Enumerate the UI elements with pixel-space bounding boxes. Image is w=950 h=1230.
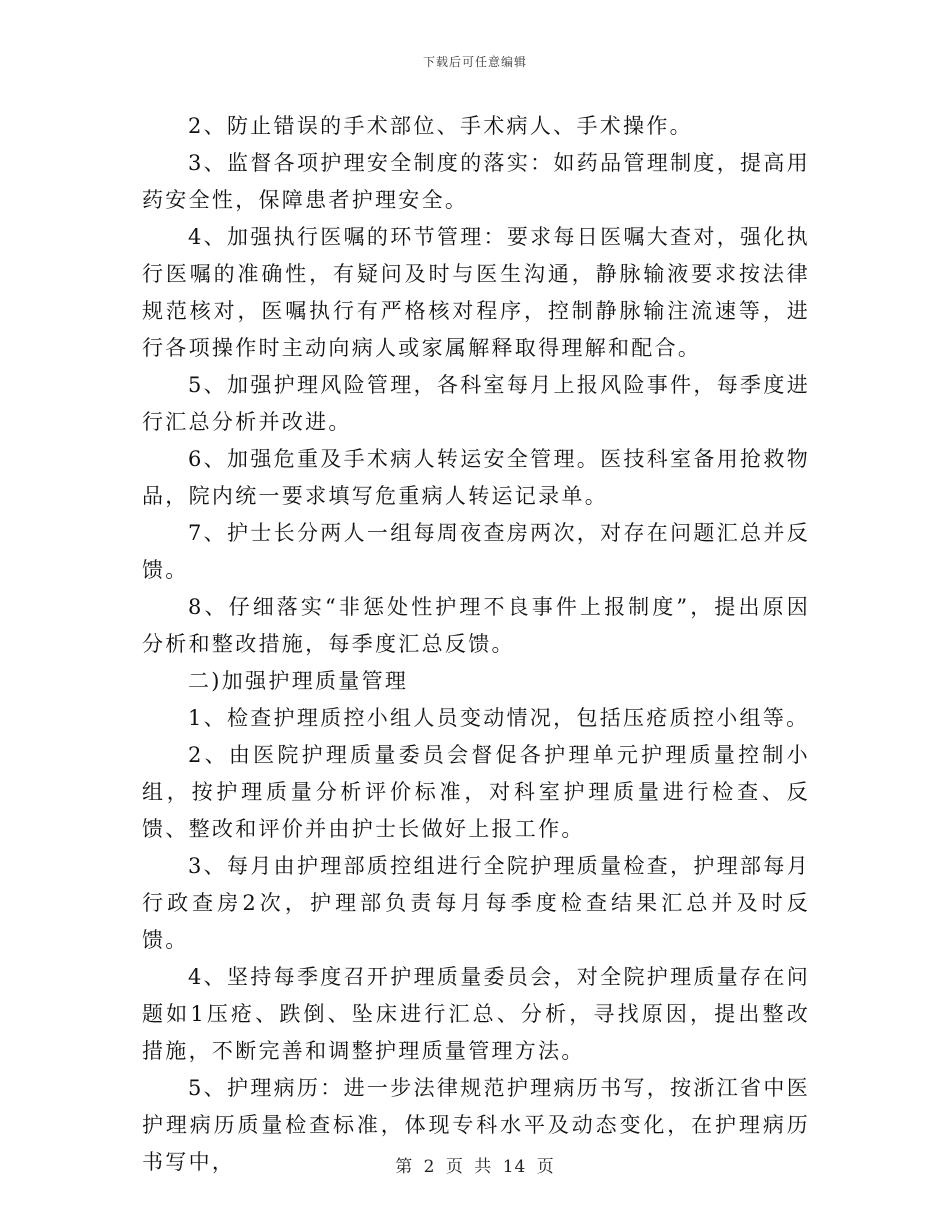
paragraph-item-2: 2、防止错误的手术部位、手术病人、手术操作。 <box>188 114 693 138</box>
document-body <box>142 108 810 1181</box>
paragraph-item-8: 8、仔细落实“非惩处性护理不良事件上报制度”，提出原因分析和整改措施，每季度汇总反馈。 <box>142 595 810 656</box>
paragraph-item-6: 6、加强危重及手术病人转运安全管理。医技科室备用抢救物品，院内统一要求填写危重病人转运记录单。 <box>142 447 810 508</box>
paragraph-item-4: 4、加强执行医嘱的环节管理：要求每日医嘱大查对，强化执行医嘱的准确性，有疑问及时与医生沟通，静脉输液要求按法律规范核对，医嘱执行有严格核对程序，控制静脉输注流速等，进行各项操作时主动向病人或家属解释取得理解和配合。 <box>142 225 810 360</box>
paragraph-item-5: 5、加强护理风险管理，各科室每月上报风险事件，每季度进行汇总分析并改进。 <box>142 373 810 434</box>
paragraph-quality-2: 2、由医院护理质量委员会督促各护理单元护理质量控制小组，按护理质量分析评价标准，对科室护理质量进行检查、反馈、整改和评价并由护士长做好上报工作。 <box>142 743 810 841</box>
page-number-footer: 第 2 页 共 14 页 <box>395 1157 555 1177</box>
paragraph-quality-3: 3、每月由护理部质控组进行全院护理质量检查，护理部每月行政查房2次，护理部负责每月每季度检查结果汇总并及时反馈。 <box>142 854 810 952</box>
paragraph-item-7: 7、护士长分两人一组每周夜查房两次，对存在问题汇总并反馈。 <box>142 521 810 582</box>
paragraph-quality-4: 4、坚持每季度召开护理质量委员会，对全院护理质量存在问题如1压疮、跌倒、坠床进行汇总、分析，寻找原因，提出整改措施，不断完善和调整护理质量管理方法。 <box>142 965 810 1063</box>
page-header: 下载后可任意编辑 <box>422 55 527 69</box>
section-heading: 二)加强护理质量管理 <box>188 669 409 693</box>
paragraph-quality-5: 5、护理病历：进一步法律规范护理病历书写，按浙江省中医护理病历质量检查标准，体现专科水平及动态变化，在护理病历书写中， <box>142 1076 810 1174</box>
paragraph-item-3: 3、监督各项护理安全制度的落实：如药品管理制度，提高用药安全性，保障患者护理安全。 <box>142 151 810 212</box>
paragraph-quality-1: 1、检查护理质控小组人员变动情况，包括压疮质控小组等。 <box>188 706 810 730</box>
